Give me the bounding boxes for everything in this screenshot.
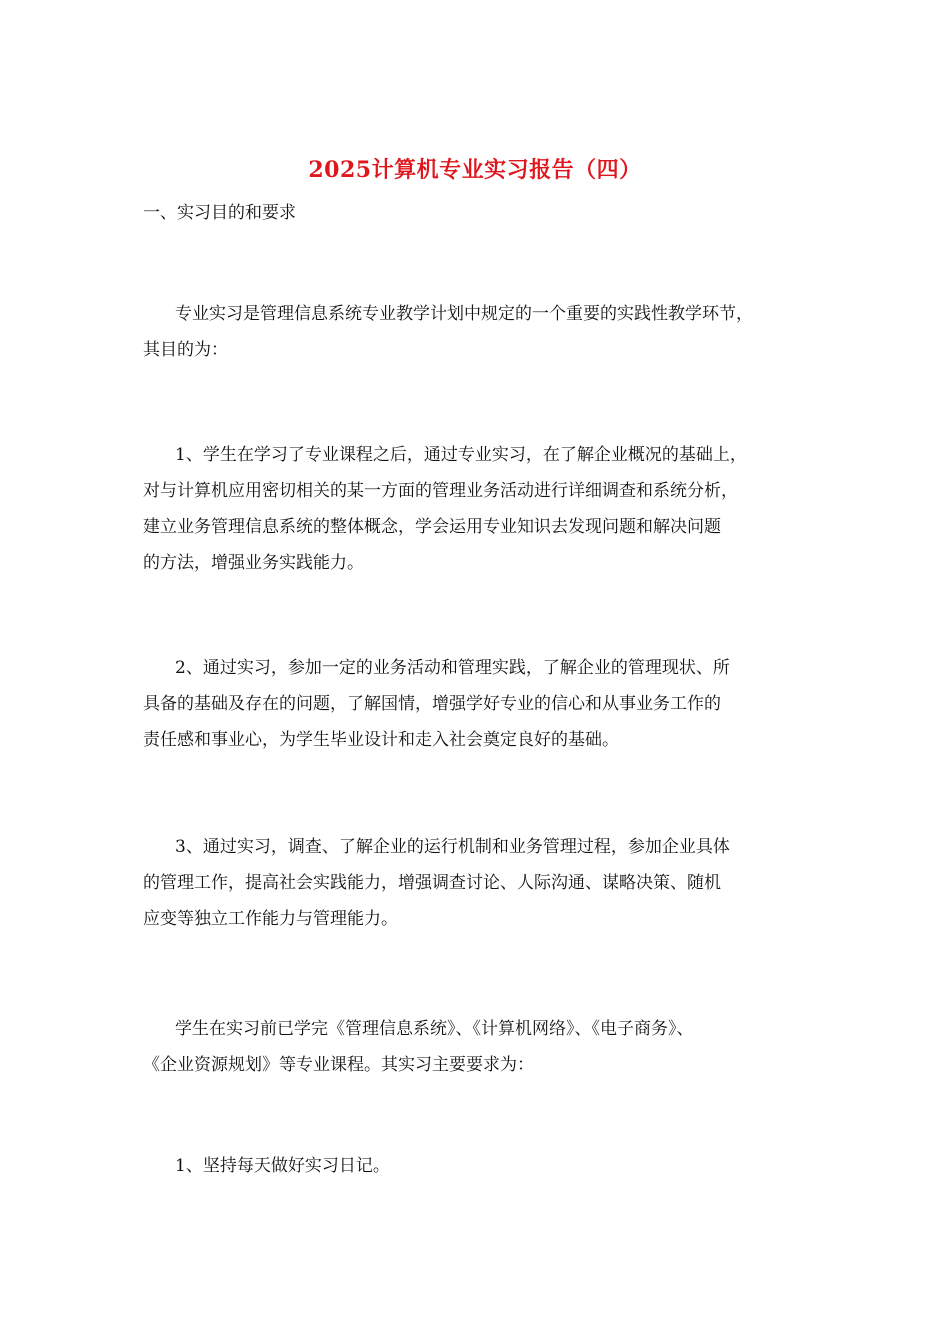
paragraph-line: 2、通过实习，参加一定的业务活动和管理实践，了解企业的管理现状、所 <box>175 658 730 678</box>
paragraph-line: 1、学生在学习了专业课程之后，通过专业实习，在了解企业概况的基础上， <box>175 445 747 465</box>
paragraph-line: 3、通过实习，调查、了解企业的运行机制和业务管理过程，参加企业具体 <box>175 837 730 857</box>
paragraph-line: 责任感和事业心，为学生毕业设计和走入社会奠定良好的基础。 <box>143 730 619 750</box>
paragraph-item-2 <box>143 650 823 758</box>
paragraph-line: 专业实习是管理信息系统专业教学计划中规定的一个重要的实践性教学环节， <box>175 304 753 324</box>
paragraph-intro <box>143 296 823 368</box>
paragraph-requirements-intro <box>143 1011 823 1083</box>
paragraph-line: 学生在实习前已学完《管理信息系统》、《计算机网络》、《电子商务》、 <box>175 1019 694 1039</box>
paragraph-line: 其目的为： <box>143 340 228 360</box>
paragraph-line: 《企业资源规划》等专业课程。其实习主要要求为： <box>143 1055 534 1075</box>
paragraph-line: 的方法，增强业务实践能力。 <box>143 553 364 573</box>
paragraph-line: 的管理工作，提高社会实践能力，增强调查讨论、人际沟通、谋略决策、随机 <box>143 873 721 893</box>
paragraph-requirement-1 <box>143 1148 823 1184</box>
paragraph-line: 应变等独立工作能力与管理能力。 <box>143 909 398 929</box>
paragraph-line: 1、坚持每天做好实习日记。 <box>175 1156 390 1176</box>
section-heading: 一、实习目的和要求 <box>143 203 296 223</box>
document-title: 2025计算机专业实习报告（四） <box>308 157 642 183</box>
paragraph-item-3 <box>143 829 823 937</box>
paragraph-item-1 <box>143 437 823 581</box>
paragraph-line: 具备的基础及存在的问题，了解国情，增强学好专业的信心和从事业务工作的 <box>143 694 721 714</box>
paragraph-line: 建立业务管理信息系统的整体概念，学会运用专业知识去发现问题和解决问题 <box>143 517 721 537</box>
paragraph-line: 对与计算机应用密切相关的某一方面的管理业务活动进行详细调查和系统分析， <box>143 481 738 501</box>
